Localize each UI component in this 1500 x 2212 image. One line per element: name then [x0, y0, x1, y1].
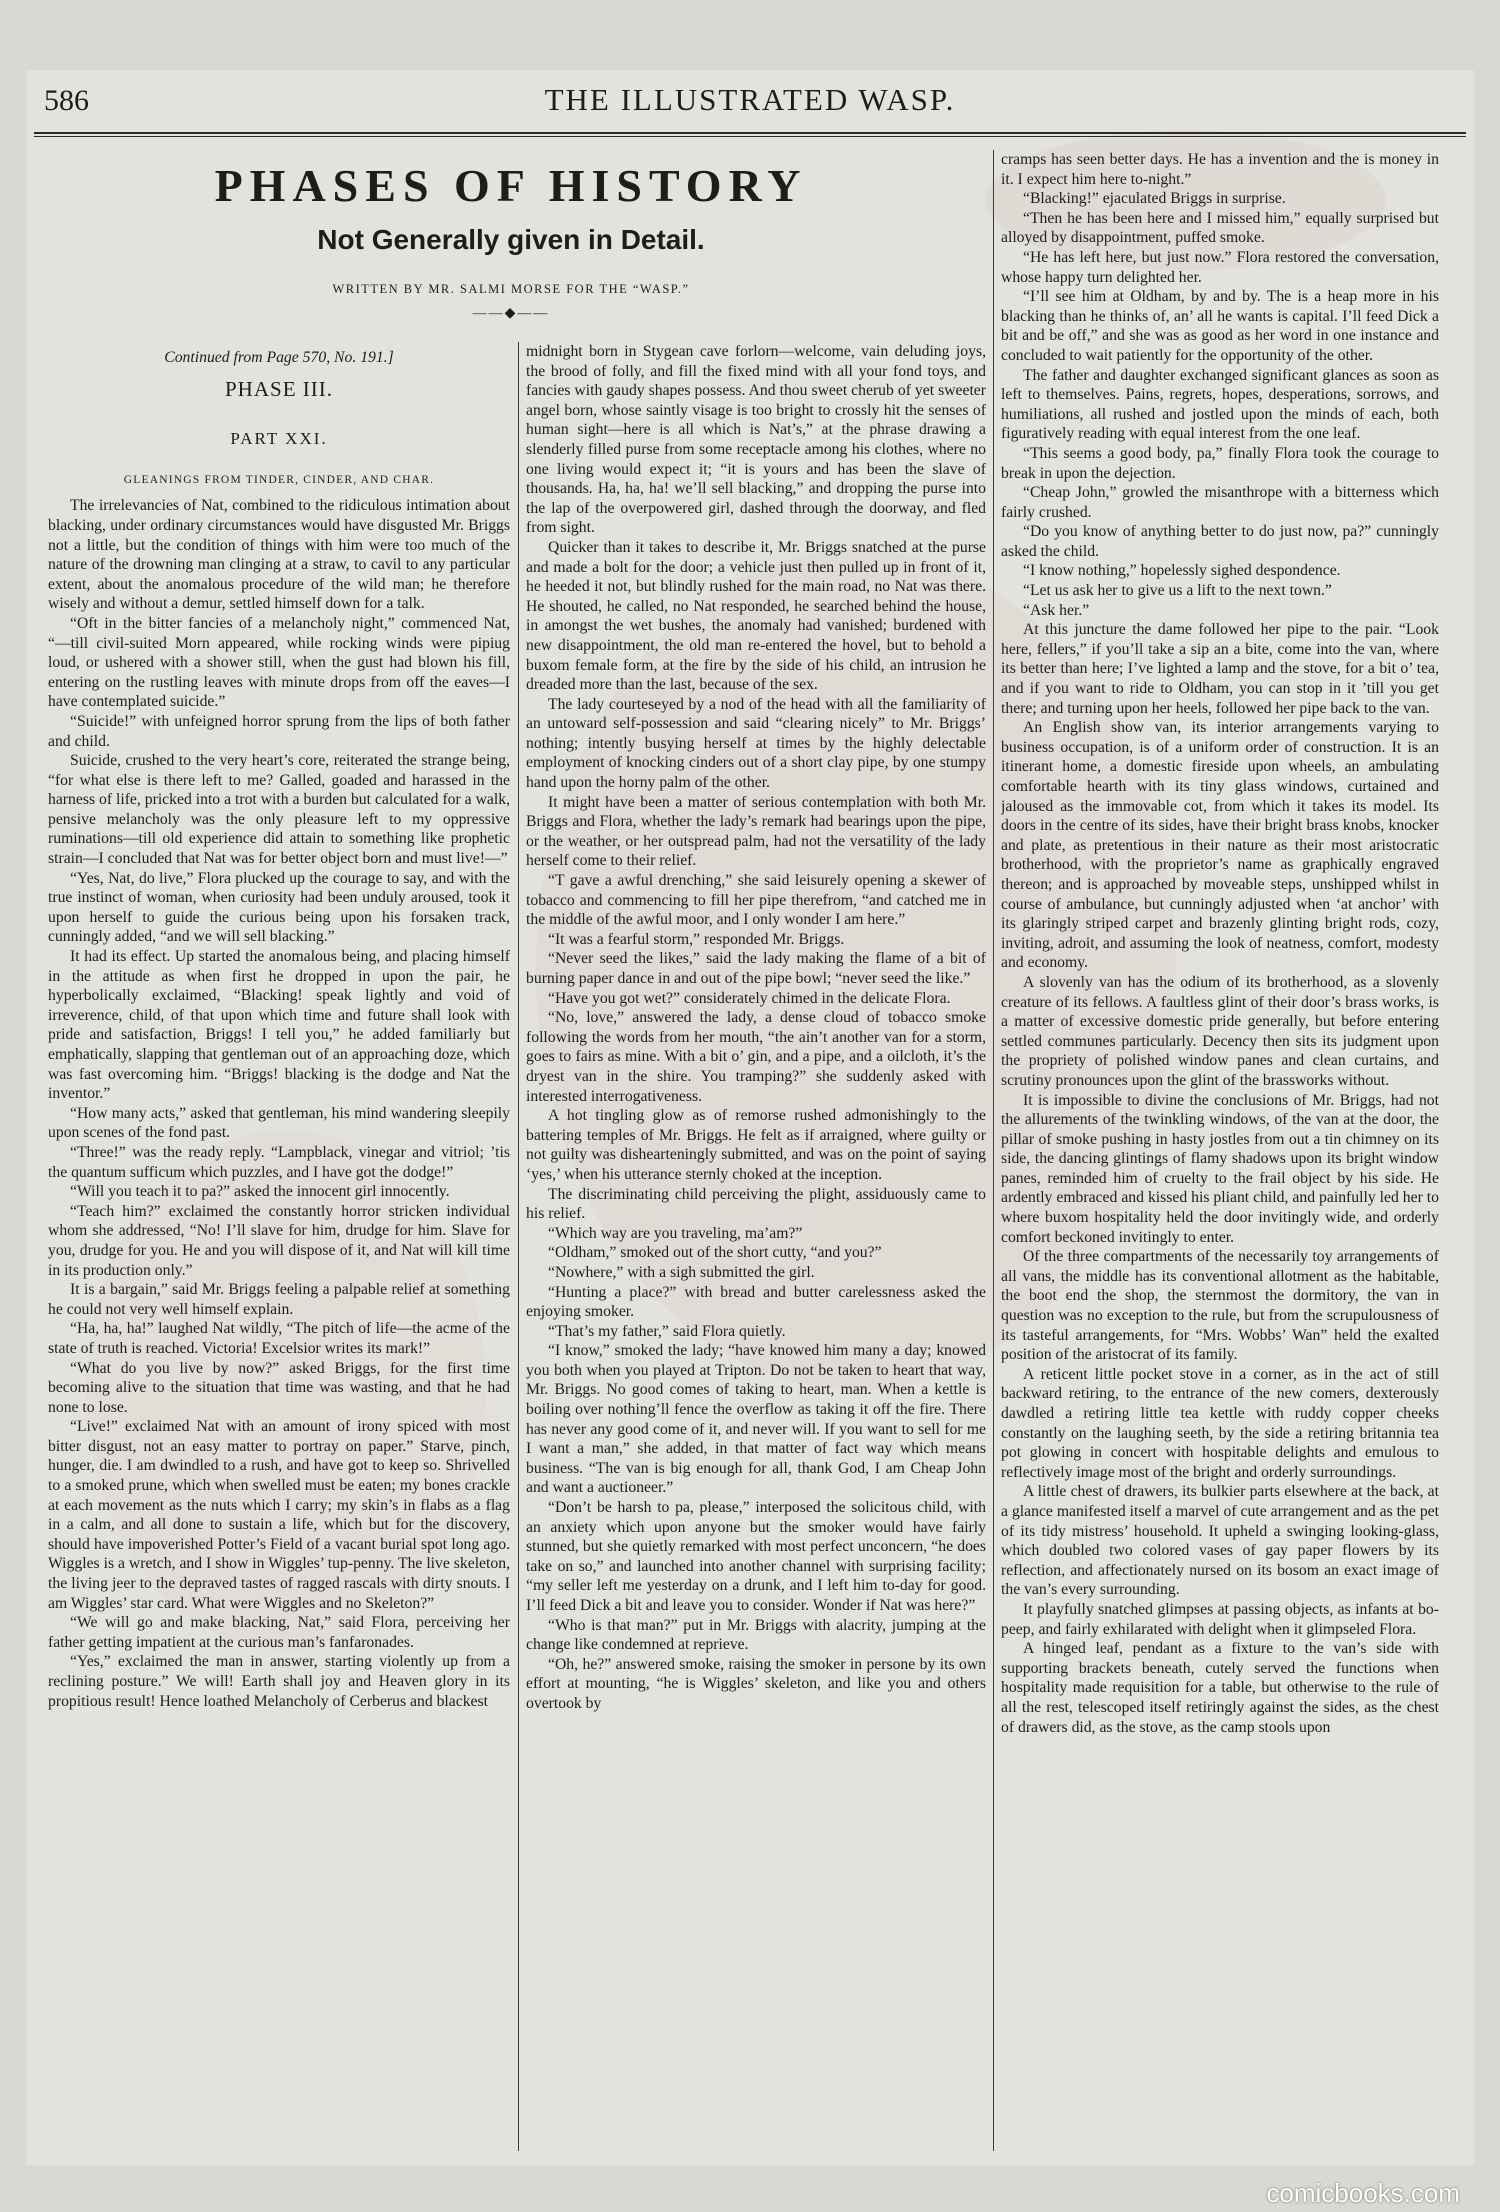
paragraph: “Never seed the likes,” said the lady making the flame of a bit of burning paper dance in and out of the pipe bowl; “never seed the like.”: [526, 950, 986, 987]
paragraph: It had its effect. Up started the anomalous being, and placing himself in the attitude as when first he dropped in upon the pair, he hyperbolically exclaimed, “Blacking! speak lightly and void of irreverence, child, of that upon which time and future shall look with pride and satisfaction, Briggs! I tell you,” he added familiarly but emphatically, slapping that gentleman out of an approaching doze, which was fast overcoming him. “Briggs! blacking is the dodge and Nat the inventor.”: [48, 948, 510, 1103]
paragraph: It is a bargain,” said Mr. Briggs feeling a palpable relief at something he could not very well himself explain.: [48, 1281, 510, 1318]
paragraph: cramps has seen better days. He has a invention and the is money in it. I expect him here to-night.”: [1001, 151, 1439, 188]
watermark: comicbooks.com: [1266, 2178, 1460, 2208]
paragraph: At this juncture the dame followed her pipe to the pair. “Look here, fellers,” if you’ll take a sip an a bite, come into the van, where its better than here; I’ve lighted a lamp and the stove, for a bit o’ tea, and if you want to ride to Oldham, you can stop in it ’till you get there; and turning upon her heels, followed her pipe back to the van.: [1001, 621, 1439, 717]
paragraph: “Oldham,” smoked out of the short cutty, “and you?”: [548, 1244, 882, 1262]
paragraph: It is impossible to divine the conclusions of Mr. Briggs, had not the allurements of the twinkling windows, of the van at the door, the pillar of smoke pushing in hasty jostles from out a tin chimney on its side, the dancing glintings of flamy shadows upon its bright window panes, reminded him of cruelty to the frail object by his side. He ardently embraced and kissed his pliant child, and painfully led her to where buxom hospitality held the door invitingly wide, and orderly comfort beckoned invitingly to enter.: [1001, 1091, 1439, 1246]
section-heading: GLEANINGS FROM TINDER, CINDER, AND CHAR.: [123, 473, 435, 486]
article-title: PHASES OF HISTORY: [214, 160, 808, 211]
paragraph: “No, love,” answered the lady, a dense cloud of tobacco smoke following the words from her mouth, “the ain’t another van for a storm, goes to fairs as mine. With a bit o’ gin, and a pipe, and a oilcloth, it’s the dryest van in the shire. You tramping?” she suddenly asked with interested interrogativeness.: [526, 1009, 986, 1105]
paragraph: “Cheap John,” growled the misanthrope with a bitterness which fairly crushed.: [1001, 484, 1439, 521]
phase-heading: PHASE III.: [225, 376, 333, 401]
paragraph: The lady courteseyed by a nod of the head with all the familiarity of an untoward self-possession and said “clearing nicely” to Mr. Briggs’ nothing; intently busying herself at times by the highly delectable employment of knocking cinders out of a short clay pipe, by one stumpy hand upon the horny palm of the other.: [526, 695, 986, 792]
paragraph: “Oft in the bitter fancies of a melancholy night,” commenced Nat, “—till civil-suited Morn appeared, while rocking winds were pipiug loud, or ushered with a shower still, when the gust had blown his fill, entering on the rustling leaves with minute drops from off the eaves—I have contemplated suicide.”: [48, 614, 510, 711]
paragraph: A reticent little pocket stove in a corner, as in the act of still backward retiring, to the entrance of the new comers, dexterously dawdled a retiring little tea kettle with ruddy copper cheeks constantly on the laughing seeth, by the side a retiring britannia tea pot glowing in concert with hospitable delights and emulous to reflectively image most of the bright and orderly surroundings.: [1001, 1365, 1439, 1481]
ornament-divider: ——◆——: [472, 306, 550, 321]
paragraph: “Yes,” exclaimed the man in answer, starting violently up from a reclining posture.” We will! Earth shall joy and Heaven glory in its propitious result! Hence loathed Melancholy of Cerberus and blackest: [48, 1653, 510, 1710]
paragraph: A little chest of drawers, its bulkier parts elsewhere at the back, at a glance manifested itself a marvel of cute arrangement and as the pet of its tidy mistress’ household. It upheld a swinging looking-glass, which doubled two colored vases of gay paper flowers by its reflection, and affectionately nursed on its bosom an exact image of the van’s every surrounding.: [1001, 1483, 1439, 1599]
paragraph: Quicker than it takes to describe it, Mr. Briggs snatched at the purse and made a bolt for the door; a vehicle just then pulled up in front of it, he heeded it not, but blindly rushed for the main road, no Nat was there. He shouted, he called, no Nat responded, he searched behind the house, in amongst the wet bushes, the anomaly had vanished; burdened with new disappointment, the old man re-entered the hovel, but to behold a buxom female form, at the fire by the side of his child, an intrusion he dreaded more than the last, because of the sex.: [526, 538, 986, 694]
part-heading: PART XXI.: [230, 429, 328, 449]
paragraph: “Will you teach it to pa?” asked the innocent girl innocently.: [70, 1183, 450, 1201]
paragraph: The discriminating child perceiving the plight, assiduously came to his relief.: [526, 1185, 986, 1223]
paragraph: midnight born in Stygean cave forlorn—welcome, vain deluding joys, the brood of folly, and fill the fixed mind with all your fond toys, and fancies with gaudy shapes possess. And thou sweet cherub of yet sweeter angel born, whose saintly visage is too bright to crossly hit the senses of human sight—here is all which is Nat’s,” at the phrase drawing a slenderly filled purse from some receptacle among his clothes, where no one living would expect it; “it is yours and has been the slave of thousands. Ha, ha, ha! we’ll sell blacking,” and dropping the purse into the lap of the overpowered girl, dashed through the doorway, and fled from sight.: [526, 343, 986, 537]
paragraph: It playfully snatched glimpses at passing objects, as infants at bo-peep, and fairly exhilarated with delight when it glimpseled Flora.: [1001, 1600, 1439, 1638]
paragraph: “Have you got wet?” considerately chimed in the delicate Flora.: [548, 989, 951, 1007]
paragraph: “I know nothing,” hopelessly sighed despondence.: [1023, 562, 1341, 580]
column-2: [526, 342, 986, 2151]
paragraph: “Oh, he?” answered smoke, raising the smoker in persone by its own effort at mounting, “he is Wiggles’ skeleton, and like you and others overtook by: [526, 1655, 986, 1712]
paragraph: A hot tingling glow as of remorse rushed admonishingly to the battering temples of Mr. Briggs. He felt as if arraigned, where guilty or not guilty was dishearteningly submitted, and was on the point of saying ‘yes,’ when his utterance sternly choked at the inception.: [526, 1107, 986, 1183]
paragraph: “Blacking!” ejaculated Briggs in surprise.: [1023, 190, 1286, 208]
paragraph: A slovenly van has the odium of its brotherhood, as a slovenly creature of its fellows. A faultless glint of their door’s brass works, is a matter of excessive domestic pride generally, but before entering settled communes particularly. Decency then sits its judgment upon the propriety of polished window panes and clean curtains, and scrutiny pronounces upon the glint of the brassworks without.: [1001, 973, 1439, 1089]
paragraph: “Who is that man?” put in Mr. Briggs with alacrity, jumping at the change like condemned at reprieve.: [526, 1616, 986, 1654]
paragraph: “Yes, Nat, do live,” Flora plucked up the courage to say, and with the true instinct of woman, when curiosity had been unduly aroused, took it upon herself to guide the curious being upon his forsaken track, cunningly added, “and we will sell blacking.”: [48, 869, 510, 946]
page-number: 586: [44, 84, 89, 117]
paragraph: “Live!” exclaimed Nat with an amount of irony spiced with most bitter disgust, not an easy matter to portray on paper.” Starve, pinch, hunger, die. I am dwindled to a rush, and have got to keep so. Shrivelled to a smoked prune, which when swelled must be eaten; my bones crackle at each movement as the nuts which I carry; my skin’s in flabs as a flag in a calm, and all done to sustain a life, which but for the discovery, should have impoverished Potter’s Field of a vacant burial spot long ago. Wiggles is a wretch, and I show in Wiggles’ tup-penny. The live skeleton, the living jeer to the depraved tastes of ragged rascals with dirty snouts. I am Wiggles’ star card. What were Wiggles and no Skeleton?”: [48, 1418, 510, 1612]
paragraph: “Which way are you traveling, ma’am?”: [548, 1224, 803, 1242]
paragraph: “Don’t be harsh to pa, please,” interposed the solicitous child, with an anxiety which upon anyone but the smoker would have fairly stunned, but she quietly remarked with most perfect unconcern, “he does take on so,” and launched into another channel with surprising facility; “my seller left me yesterday on a drunk, and I left him to-day for good. I’ll feed Dick a bit and leave you to consider. Wonder if Nat was here?”: [526, 1499, 986, 1614]
paragraph: “Do you know of anything better to do just now, pa?” cunningly asked the child.: [1001, 523, 1439, 560]
paragraph: “Teach him?” exclaimed the constantly horror stricken individual whom she addressed, “No! I’ll slave for him, drudge for him. Slave for you, drudge for you. He and you will dispose of it, and Nat will kill time in its production only.”: [48, 1202, 510, 1279]
paragraph: “He has left here, but just now.” Flora restored the conversation, whose happy turn delighted her.: [1001, 248, 1439, 286]
newspaper-page: [26, 70, 1474, 2208]
paragraph: “I know,” smoked the lady; “have knowed him many a day; knowed you both when you played at Tripton. Do not be taken to heart that way, Mr. Briggs. No good comes of taking to heart, man. When a kettle is boiling over nothing’ll fence the overflow as taking it off the fire. There has never any good come of it, and never will. If you want to sell for me I want a man,” she added, in that matter of fact way which means business. “The van is big enough for all, thank God, I am Cheap John and want a auctioneer.”: [526, 1342, 986, 1497]
column-separator: [993, 150, 994, 2151]
paragraph: “How many acts,” asked that gentleman, his mind wandering sleepily upon scenes of the fond past.: [48, 1104, 510, 1142]
paragraph: “Nowhere,” with a sigh submitted the girl.: [548, 1263, 815, 1281]
paragraph: “It was a fearful storm,” responded Mr. Briggs.: [548, 930, 845, 948]
paragraph: “What do you live by now?” asked Briggs, for the first time becoming alive to the situation that time was wasting, and that he had none to lose.: [48, 1359, 510, 1416]
paragraph: “Hunting a place?” with bread and butter carelessness asked the enjoying smoker.: [526, 1283, 986, 1321]
column-3: [1001, 150, 1439, 2151]
paragraph: It might have been a matter of serious contemplation with both Mr. Briggs and Flora, whether the lady’s remark had bearings upon the pipe, or the weather, or her outspread palm, had not the versatility of the lady herself come to their relief.: [526, 793, 986, 870]
paragraph: The irrelevancies of Nat, combined to the ridiculous intimation about blacking, under ordinary circumstances would have disgusted Mr. Briggs not a little, but the condition of things with him were too much of the nature of the drowning man clinging at a straw, to cavil to any particular extent, about the anomalous procedure of the wild man; he therefore wisely and without a demur, settled himself down for a talk.: [48, 497, 510, 613]
paragraph: The father and daughter exchanged significant glances as soon as left to themselves. Pains, regrets, hopes, desperations, sorrows, and humiliations, all rushed and jostled upon the minds of each, both figuratively reading with equal interest from the one leaf.: [1001, 366, 1439, 443]
paragraph: “This seems a good body, pa,” finally Flora took the courage to break in upon the dejection.: [1001, 444, 1439, 482]
paragraph: “T gave a awful drenching,” she said leisurely opening a skewer of tobacco and commencing to fill her pipe therefrom, “and catched me in the middle of the awful moor, and I only wonder I am here.”: [526, 872, 986, 929]
paragraph: “We will go and make blacking, Nat,” said Flora, perceiving her father getting impatient at the curious man’s fanfaronades.: [48, 1614, 510, 1651]
paragraph: “Then he has been here and I missed him,” equally surprised but alloyed by disappointment, puffed smoke.: [1001, 209, 1439, 247]
paragraph: “Suicide!” with unfeigned horror sprung from the lips of both father and child.: [48, 712, 510, 750]
column-separator: [518, 342, 519, 2151]
running-title: THE ILLUSTRATED WASP.: [544, 82, 956, 117]
paragraph: “I’ll see him at Oldham, by and by. The is a heap more in his blacking than he thinks of, an’ all he wants is capital. I’ll feed Dick a bit and be off,” and she was as good as her word in one instance and concluded to wait patiently for the opportunity of the other.: [1001, 288, 1439, 364]
continued-note: Continued from Page 570, No. 191.]: [164, 349, 394, 366]
article-subtitle: Not Generally given in Detail.: [317, 224, 705, 255]
header-rule-thin: [34, 136, 1466, 137]
column-1: [48, 342, 510, 2151]
paragraph: “Let us ask her to give us a lift to the next town.”: [1023, 582, 1332, 600]
paragraph: “Three!” was the ready reply. “Lampblack, vinegar and vitriol; ’tis the quantum sufficum which puzzles, and I have got the dodge!”: [48, 1143, 510, 1181]
paragraph: Of the three compartments of the necessarily toy arrangements of all vans, the middle has its conventional allotment as the habitable, the boot end the shop, the sternmost the dormitory, the van in question was no exception to the rule, but from the scrupulousness of its tasteful arrangements, for “Mrs. Wobbs’ Wan” held the exalted position of the aristocrat of its family.: [1001, 1248, 1439, 1364]
paragraph: “Ha, ha, ha!” laughed Nat wildly, “The pitch of life—the acme of the state of truth is reached. Victoria! Excelsior writes its mark!”: [48, 1320, 510, 1357]
paragraph: “That’s my father,” said Flora quietly.: [548, 1322, 786, 1340]
paragraph: Suicide, crushed to the very heart’s core, reiterated the strange being, “for what else is there left to me? Galled, goaded and harassed in the harness of life, pricked into a trot with a burden but calculated for a walk, pensive melancholy was the only pleasure left to my oppressive ruminations—till old experience did attain to something like prophetic strain—I concluded that Nat was for better object born and must live!—”: [48, 752, 510, 868]
paragraph: A hinged leaf, pendant as a fixture to the van’s side with supporting brackets beneath, cutely served the functions when hospitality made requisition for a table, but otherwise to the rule of all the rest, telescoped itself retiringly against the sides, as the chest of drawers did, as the stove, as the camp stools upon: [1001, 1640, 1439, 1736]
paragraph: An English show van, its interior arrangements varying to business occupation, is of a uniform order of construction. It is an itinerant home, a domestic fireside upon wheels, an ambulating comfortable hearth with its tiny glass windows, curtained and jaloused as the immovable cot, from which it takes its model. Its doors in the centre of its sides, have their bright brass knobs, knocker and plate, as pretentious in their nature as their most aristocratic brotherhood, with the proprietor’s name as graphically engraved thereon; and is approached by moveable steps, unshipped whilst in course of ambulance, but cunningly adjusted when ‘at anchor’ with its glaringly striped carpet and brazenly glinting bright rods, cozy, inviting, adroit, and assuming the look of neatness, comfort, modesty and economy.: [1001, 719, 1439, 972]
byline: WRITTEN BY MR. SALMI MORSE FOR THE “WASP.”: [332, 282, 690, 296]
paragraph: “Ask her.”: [1023, 601, 1090, 619]
article-masthead: [46, 156, 976, 322]
header-rule: [34, 132, 1466, 134]
